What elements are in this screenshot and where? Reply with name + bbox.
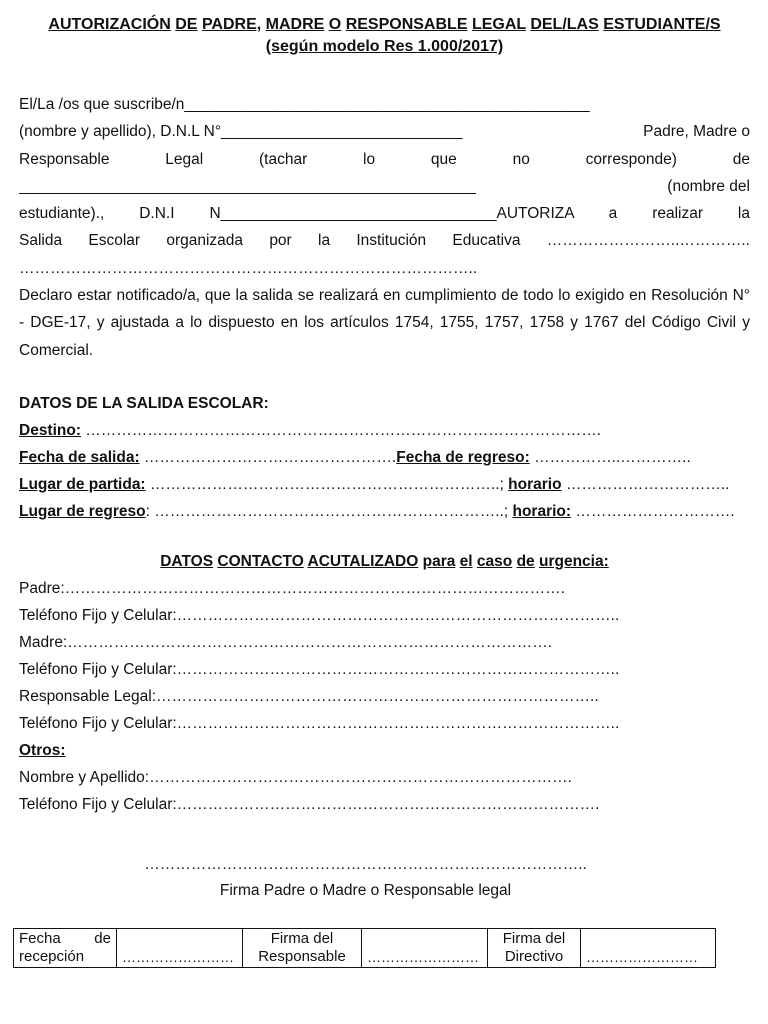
- title-word: RESPONSABLE: [345, 16, 468, 33]
- contact-heading-word: ACUTALIZADO: [307, 552, 419, 570]
- lugar-partida-row: [19, 471, 750, 498]
- destino-label: Destino:: [19, 421, 81, 439]
- intro-line-2a: (nombre y apellido), D.N.L N°____________________________: [19, 123, 463, 141]
- contact-heading-word: CONTACTO: [217, 552, 304, 570]
- title-word: O: [328, 16, 342, 33]
- title-line-1: [19, 14, 750, 36]
- lugar-regreso-row: [19, 498, 750, 525]
- padre-field[interactable]: Padre:…………………………………………………………………………………….: [19, 579, 565, 597]
- title-word: ESTUDIANTE/S: [603, 16, 721, 33]
- intro-line-3: Responsable Legal (tachar lo que no corresponde) de: [19, 150, 750, 168]
- contact-heading-word: caso: [476, 552, 513, 570]
- horario-2-field[interactable]: ………………………….: [571, 502, 735, 520]
- firma-responsable-label: Firma del Responsable: [243, 929, 362, 968]
- signature-block: [0, 852, 731, 904]
- title-word: LEGAL: [471, 16, 526, 33]
- telefono-madre-field[interactable]: Teléfono Fijo y Celular:…………………………………………………………………………..: [19, 660, 620, 678]
- destino-field[interactable]: ……………………………………………………………………………………….: [81, 421, 602, 439]
- contact-heading-word: de: [516, 552, 535, 570]
- horario-1-field[interactable]: …………………………..: [561, 475, 730, 493]
- contact-heading-word: DATOS: [160, 552, 214, 570]
- intro-line-4: [19, 173, 750, 200]
- otros-label: Otros:: [19, 741, 66, 759]
- fecha-salida-label: Fecha de salida:: [19, 448, 140, 466]
- responsable-field[interactable]: Responsable Legal:…………………………………………………………………………..: [19, 687, 599, 705]
- title-word: AUTORIZACIÓN: [48, 16, 171, 33]
- intro-line-2: [19, 118, 750, 145]
- intro-line-2b: Padre, Madre o: [643, 123, 750, 141]
- destino-row: [19, 417, 750, 444]
- telefono-padre-field[interactable]: Teléfono Fijo y Celular:…………………………………………………………………………..: [19, 606, 620, 624]
- contact-heading-word: para: [422, 552, 456, 570]
- title-line-2: (según modelo Res 1.000/2017): [265, 38, 504, 55]
- form-title: [19, 14, 750, 58]
- intro-line-5: estudiante)., D.N.I N________________________________AUTORIZA a realizar la: [19, 205, 750, 223]
- telefono-otros-field[interactable]: Teléfono Fijo y Celular:……………………………………………………………………….: [19, 795, 600, 813]
- declaration-paragraph: Declaro estar notificado/a, que la salida se realizará en cumplimiento de todo lo exigido en Resolución N° - DGE-17, y ajustada a lo dispuesto en los artículos 1754, 1755, 1757, 1758 y 1767 del Código Civil y Comercial.: [19, 287, 750, 359]
- intro-line-4a: _____________________________________________________: [19, 177, 476, 195]
- signature-line[interactable]: …………………………………………………………………………..: [144, 856, 587, 873]
- fecha-regreso-field[interactable]: ……………..…………..: [529, 448, 691, 466]
- madre-field[interactable]: Madre:………………………………………………………………………………….: [19, 633, 553, 651]
- contact-heading-word: urgencia:: [538, 552, 609, 570]
- receipt-table: [13, 928, 716, 968]
- contact-section: [19, 548, 750, 818]
- nombre-apellido-field[interactable]: Nombre y Apellido:……………………………………………………………………….: [19, 768, 572, 786]
- trip-section: [19, 390, 750, 525]
- receipt-row: [14, 929, 716, 968]
- authorization-form: [19, 14, 750, 818]
- lugar-regreso-label: Lugar de regreso: [19, 502, 146, 520]
- horario-2-label: horario:: [512, 502, 572, 520]
- fechas-row: [19, 444, 750, 471]
- firma-directivo-label: Firma del Directivo: [488, 929, 581, 968]
- fecha-salida-field[interactable]: ………………………………………….: [139, 448, 397, 466]
- firma-responsable-field[interactable]: ……………………: [362, 929, 488, 968]
- intro-line-1: El/La /os que suscribe/n_______________________________________________: [19, 96, 590, 113]
- contact-heading: [19, 548, 750, 575]
- lugar-partida-field[interactable]: …………………………………………………………..;: [145, 475, 504, 493]
- lugar-partida-label: Lugar de partida:: [19, 475, 146, 493]
- signature-label: Firma Padre o Madre o Responsable legal: [219, 882, 512, 899]
- fecha-recepcion-field[interactable]: ……………………: [117, 929, 243, 968]
- intro-paragraph: [19, 91, 750, 282]
- horario-1-label: horario: [508, 475, 562, 493]
- fecha-recepcion-label: Fecha de recepción: [14, 929, 117, 968]
- title-word: PADRE,: [201, 16, 262, 33]
- title-word: DEL/LAS: [530, 16, 599, 33]
- intro-line-4b: (nombre del: [667, 177, 750, 195]
- firma-directivo-field[interactable]: ……………………: [581, 929, 716, 968]
- contact-heading-word: el: [459, 552, 473, 570]
- intro-line-7: ……………………………………………………………………………..: [19, 259, 478, 277]
- lugar-regreso-field[interactable]: : …………………………………………………………..;: [145, 502, 509, 520]
- intro-line-6: Salida Escolar organizada por la Institución Educativa ……………………..…………..: [19, 232, 750, 250]
- telefono-responsable-field[interactable]: Teléfono Fijo y Celular:…………………………………………………………………………..: [19, 714, 620, 732]
- title-word: DE: [175, 16, 198, 33]
- trip-heading: DATOS DE LA SALIDA ESCOLAR:: [19, 394, 269, 412]
- title-word: MADRE: [265, 16, 325, 33]
- fecha-regreso-label: Fecha de regreso:: [396, 448, 530, 466]
